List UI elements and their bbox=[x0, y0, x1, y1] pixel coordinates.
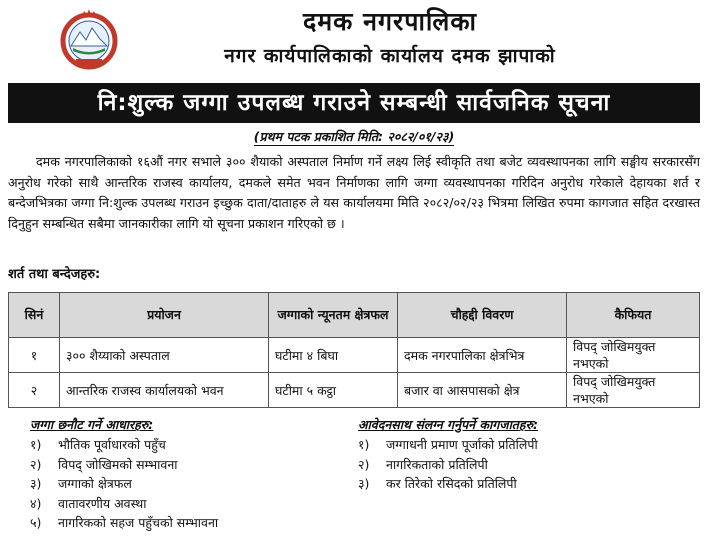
cell-boundary: बजार वा आसपासको क्षेत्र bbox=[398, 373, 567, 408]
cell-boundary: दमक नगरपालिका क्षेत्रभित्र bbox=[398, 338, 567, 373]
header-remarks: कैफियत bbox=[567, 293, 700, 338]
cell-purpose: ३०० शैय्याको अस्पताल bbox=[60, 338, 269, 373]
list-text: विपद् जोखिमको सम्भावना bbox=[58, 456, 178, 472]
table-header-row bbox=[9, 293, 700, 338]
notice-title: नि:शुल्क जग्गा उपलब्ध गराउने सम्बन्धी सार्वजनिक सूचना bbox=[8, 83, 700, 123]
required-documents bbox=[358, 416, 688, 494]
table-row bbox=[9, 338, 700, 373]
list-item bbox=[30, 435, 330, 455]
nepal-government-emblem-icon bbox=[58, 8, 120, 70]
header-boundary: चौहद्दी विवरण bbox=[398, 293, 567, 338]
header-area: जग्गाको न्यूनतम क्षेत्रफल bbox=[269, 293, 398, 338]
header-purpose: प्रयोजन bbox=[60, 293, 269, 338]
cell-serial: २ bbox=[9, 373, 60, 408]
cell-serial: १ bbox=[9, 338, 60, 373]
cell-remarks: विपद् जोखिमयुक्त नभएको bbox=[567, 338, 700, 373]
list-number: ४) bbox=[30, 495, 42, 511]
list-item bbox=[30, 494, 330, 514]
publish-date bbox=[0, 128, 708, 145]
list-item bbox=[30, 455, 330, 475]
list-text: वातावरणीय अवस्था bbox=[58, 495, 147, 511]
office-name: नगर कार्यपालिकाको कार्यालय दमक झापाको bbox=[224, 45, 556, 67]
cell-area: घटीमा ५ कट्ठा bbox=[269, 373, 398, 408]
list-item bbox=[358, 455, 688, 475]
header-serial: सिनं bbox=[9, 293, 60, 338]
criteria-heading: जग्गा छनौट गर्ने आधारहरु: bbox=[30, 417, 154, 432]
list-number: २) bbox=[30, 456, 42, 472]
conditions-label: शर्त तथा बन्देजहरु: bbox=[8, 267, 101, 282]
list-number: ३) bbox=[30, 476, 42, 491]
publish-date-text: (प्रथम पटक प्रकाशित मिति: २०८२/०१/२३) bbox=[253, 129, 455, 144]
list-text: कर तिरेको रसिदको प्रतिलिपी bbox=[386, 476, 517, 491]
list-item bbox=[30, 474, 330, 494]
list-item bbox=[358, 474, 688, 494]
table-row bbox=[9, 373, 700, 408]
cell-purpose: आन्तरिक राजस्व कार्यालयको भवन bbox=[60, 373, 269, 408]
list-item bbox=[358, 435, 688, 455]
list-number: ५) bbox=[30, 515, 42, 530]
list-text: भौतिक पूर्वाधारको पहुँच bbox=[58, 437, 166, 452]
cell-area: घटीमा ४ बिघा bbox=[269, 338, 398, 373]
list-number: २) bbox=[358, 456, 370, 472]
list-text: नागरिकको सहज पहुँचको सम्भावना bbox=[58, 515, 219, 530]
list-number: १) bbox=[358, 437, 370, 452]
terms-table bbox=[8, 292, 700, 408]
list-text: जग्गाधनी प्रमाण पूर्जाको प्रतिलिपी bbox=[386, 437, 538, 452]
cell-remarks: विपद् जोखिमयुक्त नभएको bbox=[567, 373, 700, 408]
notice-body: दमक नगरपालिकाको १६औं नगर सभाले ३०० शैयाको अस्पताल निर्माण गर्ने लक्ष्य लिई स्वीकृति तथा बजेट व्यवस्थापनका लागि सङ्घीय सरकारसँग अनुरोध गरेको साथै आन्तरिक राजस्व कार्यालय, दमकले समेत भवन निर्माणका लागि जग्गा व्यवस्थापनका गरिदिन अनुरोध गरेकाले देहायका शर्त र बन्देजभित्रका जग्गा नि:शुल्क उपलब्ध गराउन इच्छुक दाता/दाताहरु ले यस कार्यालयमा मिति २०८२/०२/२३ भित्रमा लिखित रुपमा कागजात सहित दरखास्त दिनुहुन सम्बन्धित सबैमा जानकारीका लागि यो सूचना प्रकाशन गरिएको छ । bbox=[8, 154, 700, 231]
list-item bbox=[30, 513, 330, 533]
selection-criteria bbox=[30, 416, 330, 533]
list-number: १) bbox=[30, 437, 42, 452]
documents-heading: आवेदनसाथ संलग्न गर्नुपर्ने कागजातहरु: bbox=[358, 417, 539, 432]
list-number: ३) bbox=[358, 476, 370, 491]
org-name: दमक नगरपालिका bbox=[302, 7, 478, 36]
list-text: नागरिकताको प्रतिलिपी bbox=[386, 456, 488, 472]
list-text: जग्गाको क्षेत्रफल bbox=[58, 476, 132, 491]
